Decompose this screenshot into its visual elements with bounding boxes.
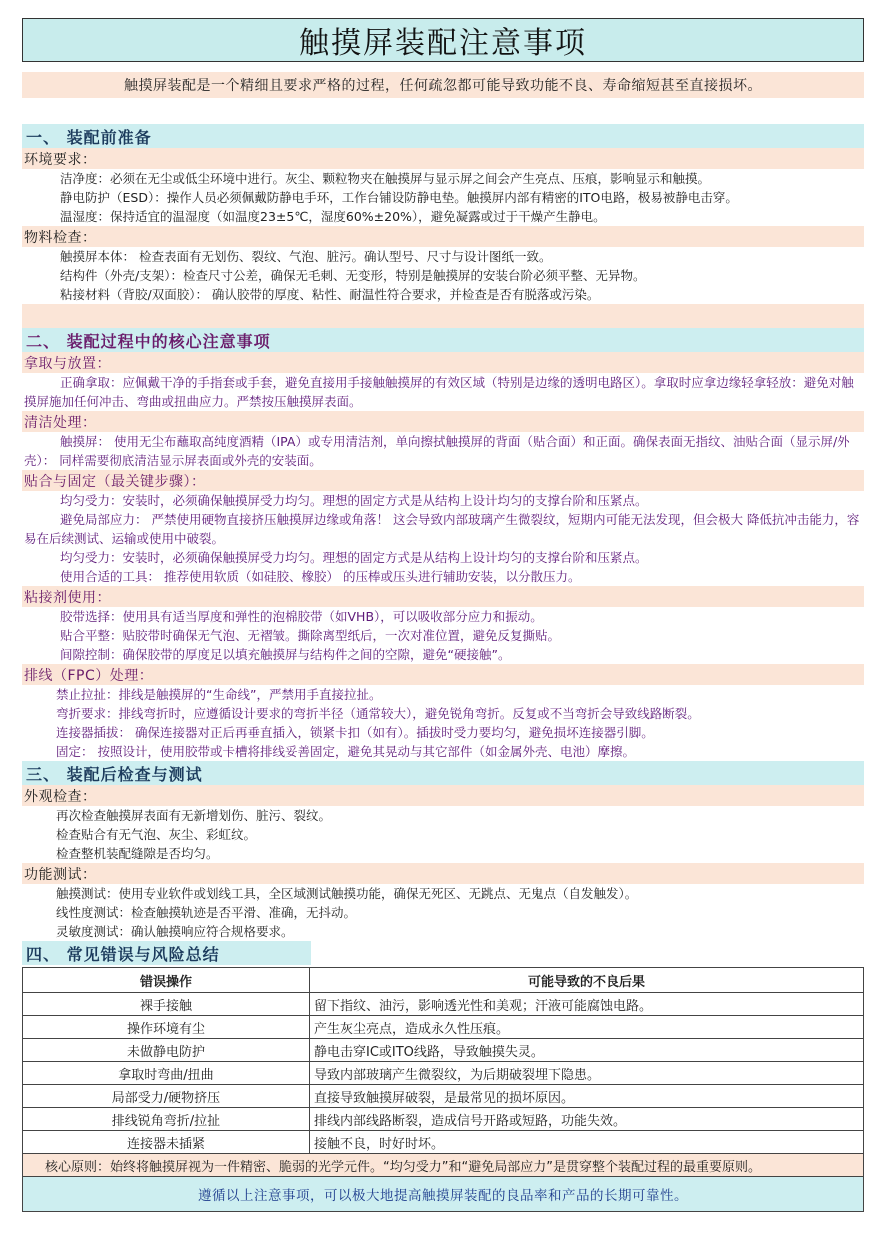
- fpc-line-2: 弯折要求：排线弯折时，应遵循设计要求的弯折半径（通常较大），避免锐角弯折。反复或不当弯折会导致线路断裂。: [56, 706, 700, 721]
- table-cell-result: 导致内部玻璃产生微裂纹，为后期破裂埋下隐患。: [310, 1062, 864, 1085]
- env-line-esd: 静电防护（ESD）：操作人员必须佩戴防静电手环，工作台铺设防静电垫。触摸屏内部有精密的ITO电路，极易被静电击穿。: [60, 190, 738, 205]
- page-title: 触摸屏装配注意事项: [22, 18, 864, 62]
- material-line-structure: 结构件（外壳/支架）：检查尺寸公差，确保无毛刺、无变形，特别是触摸屏的安装台阶必须平整、无异物。: [60, 268, 646, 283]
- table-cell-operation: 操作环境有尘: [23, 1016, 310, 1039]
- core-principle: 核心原则：始终将触摸屏视为一件精密、脆弱的光学元件。“均匀受力”和“避免局部应力”是贯穿整个装配过程的最重要原则。: [22, 1154, 864, 1177]
- table-cell-operation: 连接器未插紧: [23, 1131, 310, 1154]
- cleaning-label: 清洁处理：: [22, 411, 864, 432]
- function-line-2: 线性度测试：检查触摸轨迹是否平滑、准确，无抖动。: [56, 905, 357, 920]
- env-requirements-label: 环境要求：: [22, 148, 864, 169]
- table-row: [23, 1108, 864, 1131]
- section-1-heading: 一、 装配前准备: [22, 124, 864, 148]
- table-cell-result: 产生灰尘亮点，造成永久性压痕。: [310, 1016, 864, 1039]
- bonding-line-4: 使用合适的工具： 推荐使用软质（如硅胶、橡胶） 的压棒或压头进行辅助安装，以分散压力。: [60, 569, 581, 584]
- fpc-label: 排线（FPC）处理：: [22, 664, 864, 685]
- table-row: [23, 993, 864, 1016]
- adhesive-label: 粘接剂使用：: [22, 586, 864, 607]
- table-cell-operation: 排线锐角弯折/拉扯: [23, 1108, 310, 1131]
- column-header-result: 可能导致的不良后果: [310, 968, 864, 993]
- fpc-line-4: 固定： 按照设计，使用胶带或卡槽将排线妥善固定，避免其晃动与其它部件（如金属外壳、电池）摩擦。: [56, 744, 635, 759]
- adhesive-line-1: 胶带选择：使用具有适当厚度和弹性的泡棉胶带（如VHB），可以吸收部分应力和振动。: [60, 609, 543, 624]
- table-cell-result: 静电击穿IC或ITO线路，导致触摸失灵。: [310, 1039, 864, 1062]
- table-cell-operation: 拿取时弯曲/扭曲: [23, 1062, 310, 1085]
- table-cell-operation: 裸手接触: [23, 993, 310, 1016]
- footer-banner: 遵循以上注意事项，可以极大地提高触摸屏装配的良品率和产品的长期可靠性。: [22, 1177, 864, 1212]
- visual-check-label: 外观检查：: [22, 785, 864, 806]
- table-cell-operation: 未做静电防护: [23, 1039, 310, 1062]
- handling-text: 正确拿取：应佩戴干净的手指套或手套，避免直接用手接触触摸屏的有效区域（特别是边缘的透明电路区）。拿取时应拿边缘轻拿轻放：避免对触摸屏施加任何冲击、弯曲或扭曲应力。严禁按压触摸屏表面。: [24, 375, 854, 409]
- bonding-line-1: 均匀受力：安装时，必须确保触摸屏受力均匀。理想的固定方式是从结构上设计均匀的支撑台阶和压紧点。: [60, 493, 648, 508]
- table-cell-operation: 局部受力/硬物挤压: [23, 1085, 310, 1108]
- function-line-3: 灵敏度测试：确认触摸响应符合规格要求。: [56, 924, 294, 939]
- document-page: [22, 18, 864, 1212]
- env-line-humidity: 温湿度：保持适宜的温湿度（如温度23±5℃，湿度60%±20%），避免凝露或过于干燥产生静电。: [60, 209, 606, 224]
- env-line-cleanliness: 洁净度：必须在无尘或低尘环境中进行。灰尘、颗粒物夹在触摸屏与显示屏之间会产生亮点、压痕，影响显示和触摸。: [60, 171, 711, 186]
- bonding-line-3: 均匀受力：安装时，必须确保触摸屏受力均匀。理想的固定方式是从结构上设计均匀的支撑台阶和压紧点。: [60, 550, 648, 565]
- fpc-line-1: 禁止拉扯：排线是触摸屏的“生命线”，严禁用手直接拉扯。: [56, 687, 382, 702]
- adhesive-line-3: 间隙控制：确保胶带的厚度足以填充触摸屏与结构件之间的空隙，避免“硬接触”。: [60, 647, 511, 662]
- cleaning-text: 触摸屏： 使用无尘布蘸取高纯度酒精（IPA）或专用清洁剂，单向擦拭触摸屏的背面（贴合面）和正面。确保表面无指纹、油贴合面（显示屏/外壳）： 同样需要彻底清洁显示屏表面或外壳的安装面。: [24, 434, 850, 468]
- table-cell-result: 直接导致触摸屏破裂，是最常见的损坏原因。: [310, 1085, 864, 1108]
- section-2-heading: 二、 装配过程中的核心注意事项: [22, 328, 864, 352]
- section-3-heading: 三、 装配后检查与测试: [22, 761, 864, 785]
- bonding-label: 贴合与固定（最关键步骤）：: [22, 470, 864, 491]
- handling-label: 拿取与放置：: [22, 352, 864, 373]
- bonding-line-2: 避免局部应力： 严禁使用硬物直接挤压触摸屏边缘或角落！ 这会导致内部玻璃产生微裂纹，短期内可能无法发现，但会极大 降低抗冲击能力，容易在后续测试、运输或使用中破裂。: [24, 512, 860, 546]
- table-row: [23, 1085, 864, 1108]
- visual-line-2: 检查贴合有无气泡、灰尘、彩虹纹。: [56, 827, 257, 842]
- material-line-adhesive: 粘接材料（背胶/双面胶）： 确认胶带的厚度、粘性、耐温性符合要求，并检查是否有脱落或污染。: [60, 287, 600, 302]
- function-line-1: 触摸测试：使用专业软件或划线工具，全区域测试触摸功能，确保无死区、无跳点、无鬼点（自发触发）。: [56, 886, 638, 901]
- section-spacer: [22, 304, 864, 328]
- table-cell-result: 接触不良，时好时坏。: [310, 1131, 864, 1154]
- table-cell-result: 排线内部线路断裂，造成信号开路或短路，功能失效。: [310, 1108, 864, 1131]
- adhesive-line-2: 贴合平整：贴胶带时确保无气泡、无褶皱。撕除离型纸后，一次对准位置，避免反复撕贴。: [60, 628, 561, 643]
- section-4-heading: 四、 常见错误与风险总结: [22, 941, 311, 965]
- intro-banner: 触摸屏装配是一个精细且要求严格的过程，任何疏忽都可能导致功能不良、寿命缩短甚至直接损坏。: [22, 72, 864, 98]
- table-cell-result: 留下指纹、油污，影响透光性和美观；汗液可能腐蚀电路。: [310, 993, 864, 1016]
- column-header-operation: 错误操作: [23, 968, 310, 993]
- table-row: [23, 1131, 864, 1154]
- visual-line-1: 再次检查触摸屏表面有无新增划伤、脏污、裂纹。: [56, 808, 332, 823]
- material-check-label: 物料检查：: [22, 226, 864, 247]
- risk-table: [22, 967, 864, 1154]
- material-line-touchscreen: 触摸屏本体： 检查表面有无划伤、裂纹、气泡、脏污。确认型号、尺寸与设计图纸一致。: [60, 249, 552, 264]
- table-header-row: [23, 968, 864, 993]
- table-row: [23, 1039, 864, 1062]
- table-row: [23, 1062, 864, 1085]
- visual-line-3: 检查整机装配缝隙是否均匀。: [56, 846, 219, 861]
- fpc-line-3: 连接器插拔： 确保连接器对正后再垂直插入，锁紧卡扣（如有）。插拔时受力要均匀，避免损坏连接器引脚。: [56, 725, 654, 740]
- table-row: [23, 1016, 864, 1039]
- function-test-label: 功能测试：: [22, 863, 864, 884]
